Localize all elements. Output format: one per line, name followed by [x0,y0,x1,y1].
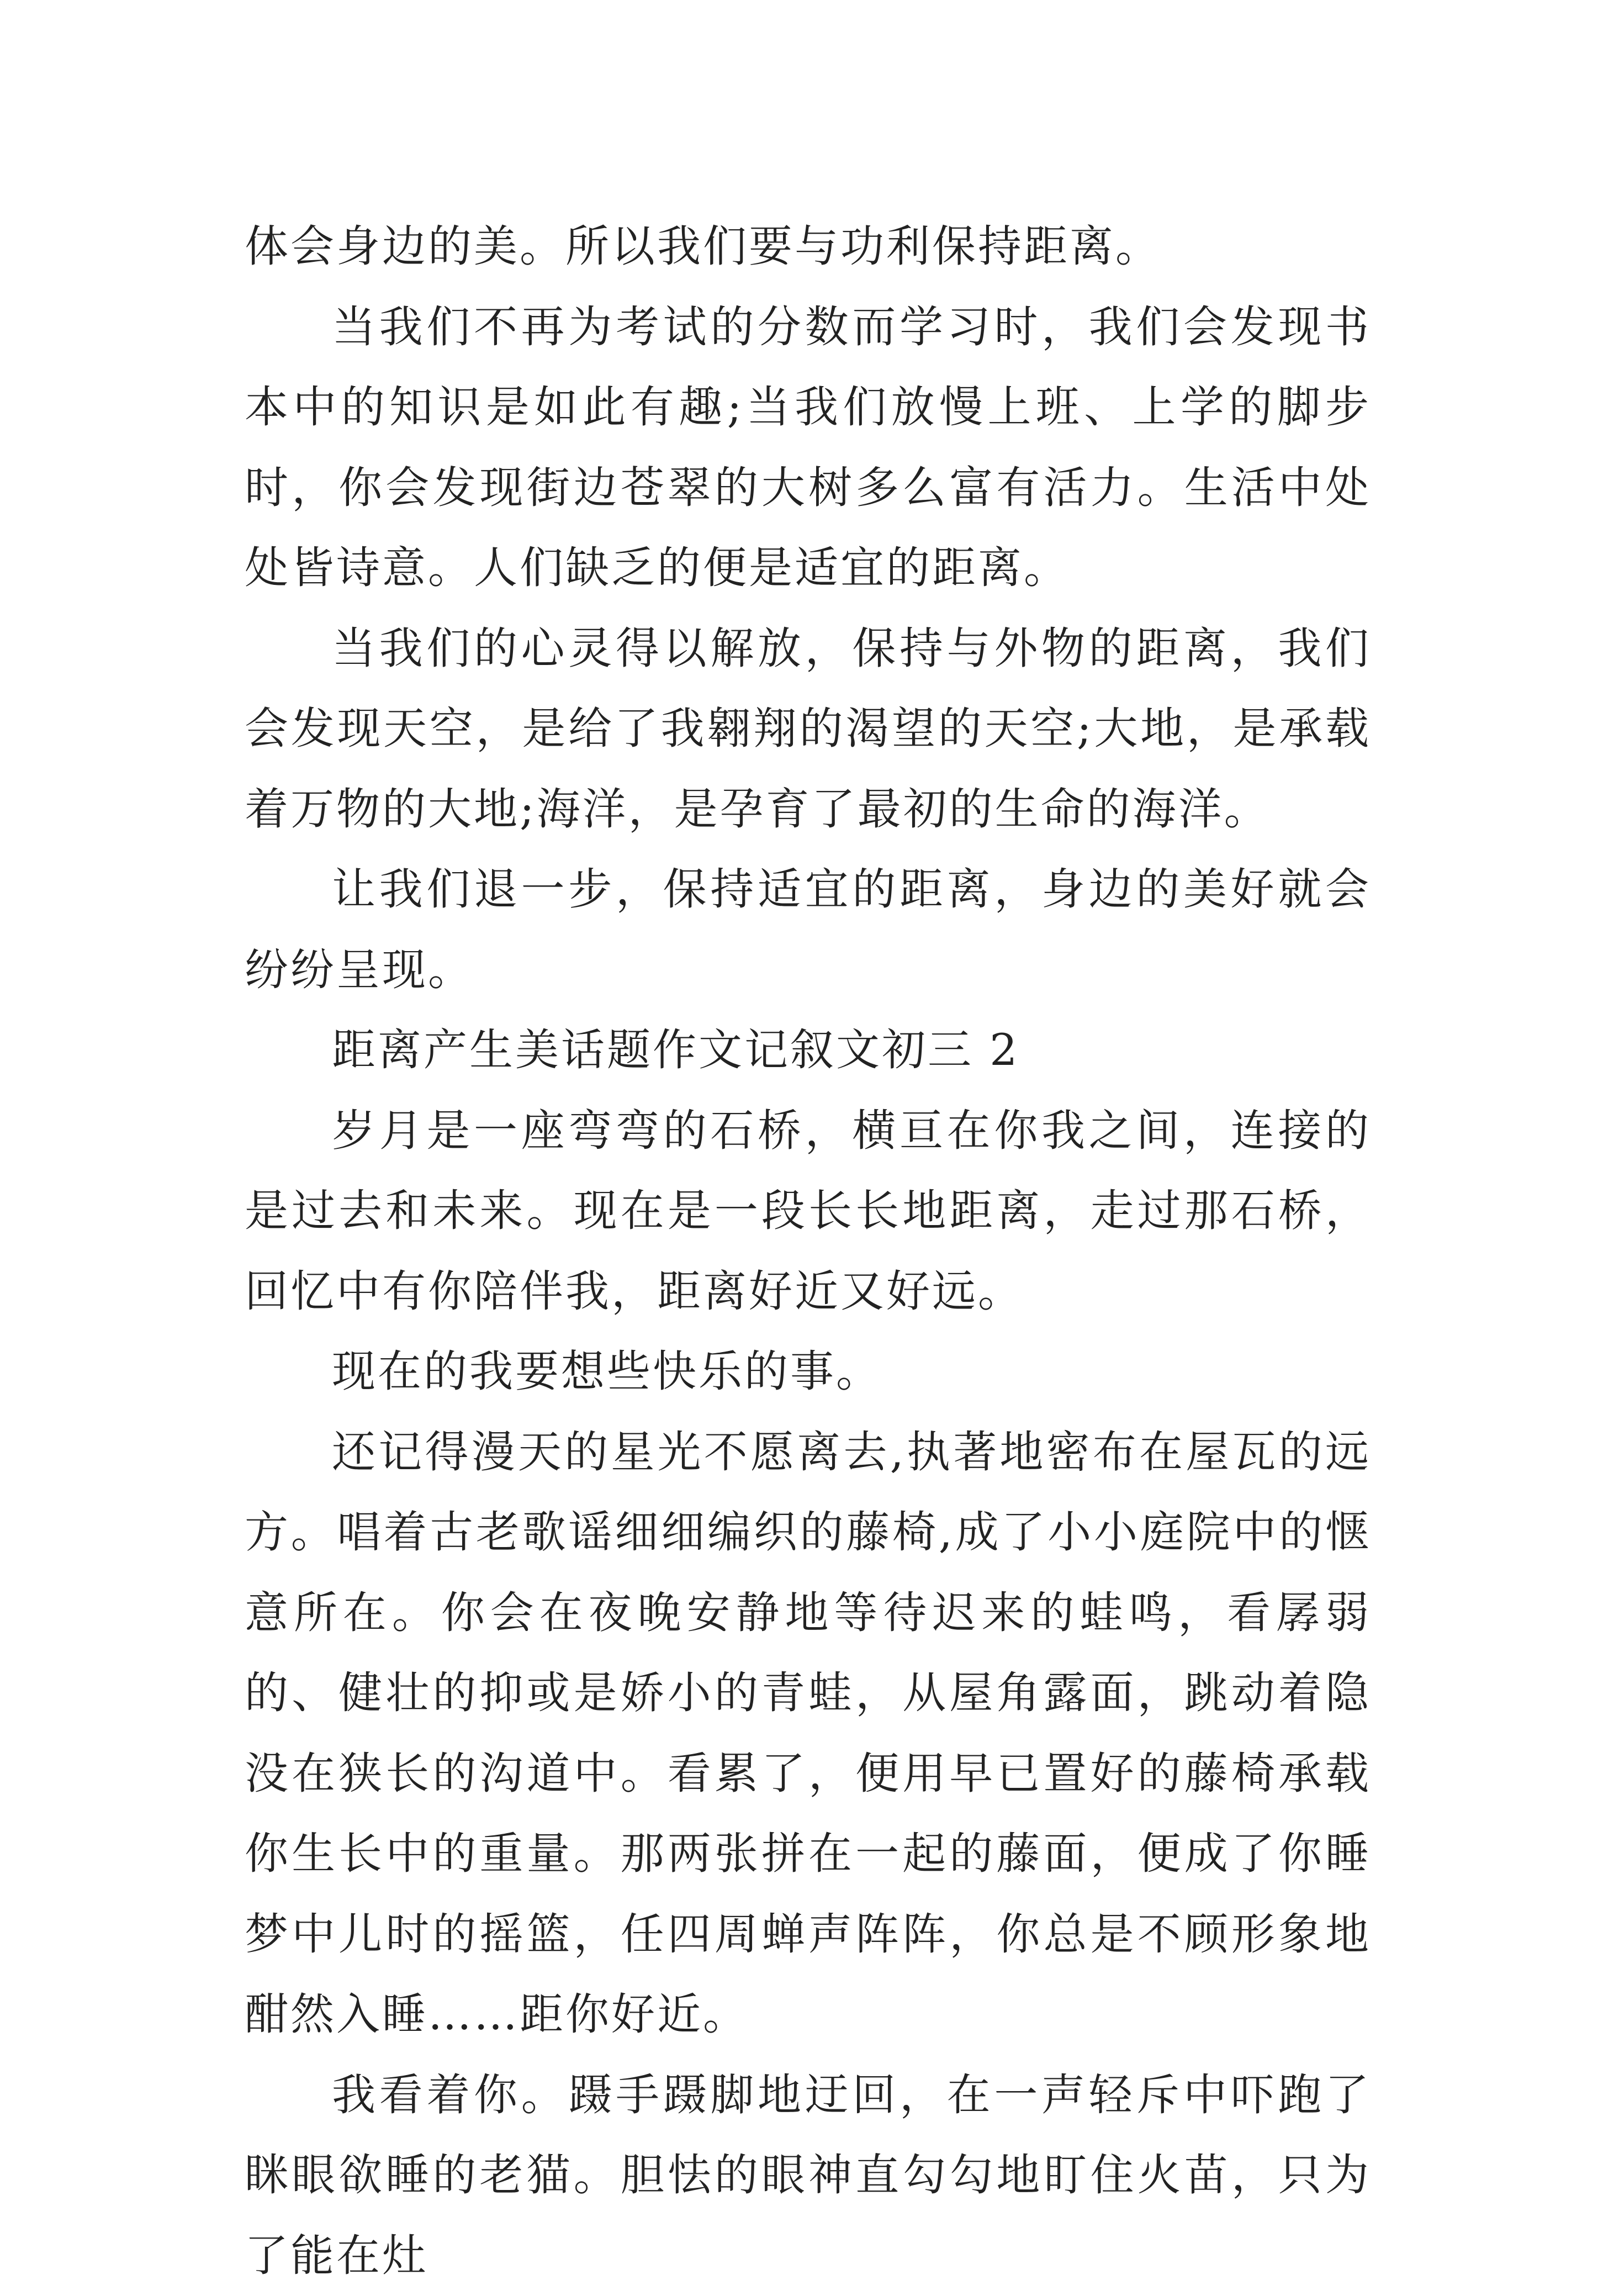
paragraph: 当我们不再为考试的分数而学习时，我们会发现书本中的知识是如此有趣;当我们放慢上班、上学的脚步时，你会发现街边苍翠的大树多么富有活力。生活中处处皆诗意。人们缺乏的便是适宜的距离。 [245,287,1371,609]
paragraph: 让我们退一步，保持适宜的距离，身边的美好就会纷纷呈现。 [245,849,1371,1010]
paragraph: 还记得漫天的星光不愿离去,执著地密布在屋瓦的远方。唱着古老歌谣细细编织的藤椅,成了小小庭院中的惬意所在。你会在夜晚安静地等待迟来的蛙鸣，看孱弱的、健壮的抑或是娇小的青蛙，从屋角露面，跳动着隐没在狭长的沟道中。看累了，便用早已置好的藤椅承载你生长中的重量。那两张拼在一起的藤面，便成了你睡梦中儿时的摇篮，任四周蝉声阵阵，你总是不顾形象地酣然入睡……距你好近。 [245,1412,1371,2055]
paragraph: 当我们的心灵得以解放，保持与外物的距离，我们会发现天空，是给了我翱翔的渴望的天空;大地，是承载着万物的大地;海洋，是孕育了最初的生命的海洋。 [245,609,1371,850]
document-body [245,207,1371,2296]
paragraph: 岁月是一座弯弯的石桥，横亘在你我之间，连接的是过去和未来。现在是一段长长地距离，走过那石桥，回忆中有你陪伴我，距离好近又好远。 [245,1091,1371,1332]
paragraph-continuation: 体会身边的美。所以我们要与功利保持距离。 [245,207,1371,287]
section-title: 距离产生美话题作文记叙文初三 2 [245,1010,1371,1091]
paragraph: 现在的我要想些快乐的事。 [245,1332,1371,1412]
paragraph: 我看着你。蹑手蹑脚地迂回，在一声轻斥中吓跑了眯眼欲睡的老猫。胆怯的眼神直勾勾地盯住火苗，只为了能在灶 [245,2055,1371,2296]
